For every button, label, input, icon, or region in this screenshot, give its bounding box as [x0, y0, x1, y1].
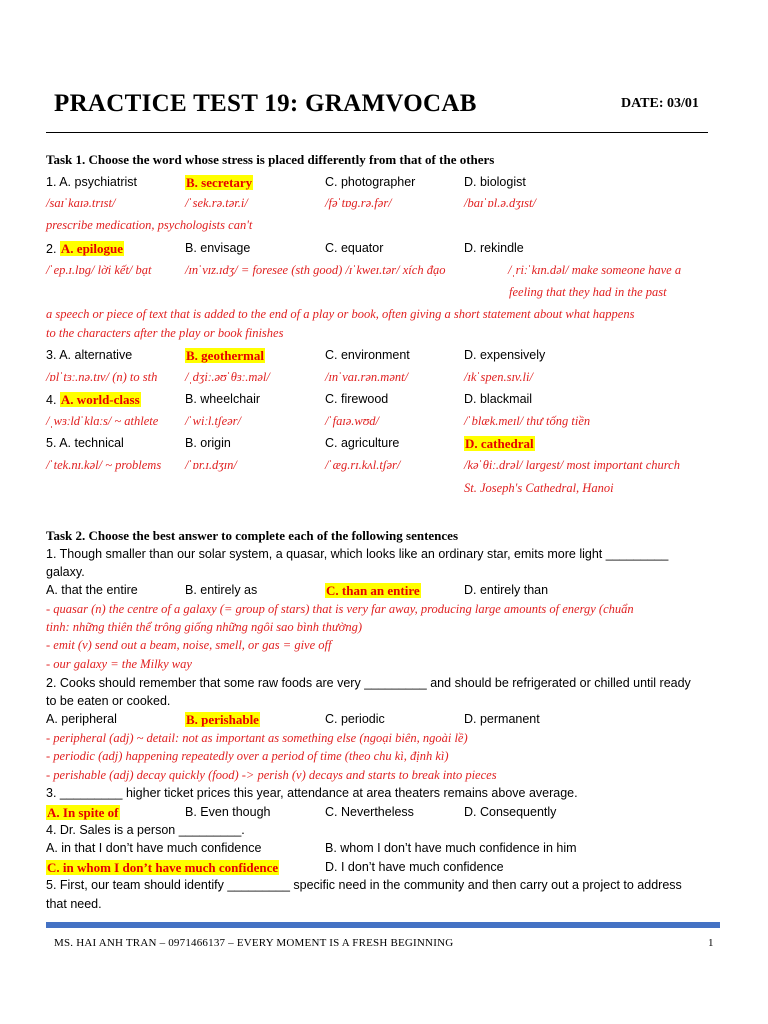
t1q5-option-a: 5. A. technical	[46, 436, 124, 450]
t2q2-note-1: - peripheral (adj) ~ detail: not as important as something else (ngoại biên, ngoài lề)	[46, 731, 468, 745]
t2q5-text: 5. First, our team should identify _________ specific need in the community and then carry out a project to address	[46, 878, 682, 892]
t2q1-option-b: B. entirely as	[185, 583, 258, 597]
t2q5-text2: that need.	[46, 897, 102, 911]
t1q5-note-a: /ˈtek.nɪ.kəl/ ~ problems	[46, 458, 162, 472]
t1q2-note-bc: /ɪnˈvɪz.ɪdʒ/ = foresee (sth good) /ɪˈkweɪ.tər/ xích đạo	[185, 263, 446, 277]
t1q1-option-c: C. photographer	[325, 175, 416, 189]
t1q5-option-c: C. agriculture	[325, 436, 400, 450]
footer-bar	[46, 922, 720, 928]
t1q1-note-extra: prescribe medication, psychologists can't	[46, 218, 253, 232]
t2q1-text2: galaxy.	[46, 565, 85, 579]
page-number: 1	[708, 937, 714, 949]
t1q1-note-b: /ˈsek.rə.tər.i/	[185, 196, 248, 210]
t1q1-note-a: /saɪˈkaɪə.trɪst/	[46, 196, 116, 210]
t1q2-note-d2: feeling that they had in the past	[509, 285, 667, 299]
t2q2-note-3: - perishable (adj) decay quickly (food) -> perish (v) decays and starts to break into pieces	[46, 768, 497, 782]
t1q1-option-a: 1. A. psychiatrist	[46, 175, 138, 189]
t1q2-option-b: B. envisage	[185, 241, 251, 255]
t2q4-option-b: B. whom I don’t have much confidence in him	[325, 841, 577, 855]
t1q5-note-d2: St. Joseph's Cathedral, Hanoi	[464, 481, 614, 495]
t2q2-text: 2. Cooks should remember that some raw foods are very _________ and should be refrigerated or chilled until ready	[46, 676, 691, 690]
footer-text: MS. HAI ANH TRAN – 0971466137 – EVERY MOMENT IS A FRESH BEGINNING	[54, 937, 454, 949]
page-title: PRACTICE TEST 19: GRAMVOCAB	[54, 90, 477, 117]
t2q2-option-c: C. periodic	[325, 712, 385, 726]
t1q2-option-d: D. rekindle	[464, 241, 524, 255]
t1q4-note-a: /ˌwɜːldˈklɑːs/ ~ athlete	[46, 414, 159, 428]
t2q4-option-c	[46, 860, 279, 876]
t1q1-option-b	[185, 175, 253, 191]
t2q3-text: 3. _________ higher ticket prices this year, attendance at area theaters remains above average.	[46, 786, 578, 800]
t2q3-option-b: B. Even though	[185, 805, 271, 819]
t2q2-text2: to be eaten or cooked.	[46, 694, 171, 708]
t1q4-option-a	[46, 392, 141, 408]
t2q2-option-b	[185, 712, 260, 728]
t1q2-note-a: /ˈep.ɪ.lɒg/ lời kết/ bạt	[46, 263, 152, 277]
t1q4-answer: A. world-class	[60, 392, 140, 407]
t2q3-answer: A. In spite of	[47, 805, 119, 820]
t2q2-answer: B. perishable	[186, 712, 259, 727]
t2q4-option-d: D. I don’t have much confidence	[325, 860, 504, 874]
t1q1-note-d: /baɪˈɒl.ə.dʒɪst/	[464, 196, 536, 210]
t1q2-option-c: C. equator	[325, 241, 384, 255]
t2q1-note-4: - our galaxy = the Milky way	[46, 657, 192, 671]
t1q2-number: 2.	[46, 242, 57, 256]
t1q2-note-def1: a speech or piece of text that is added to the end of a play or book, often giving a short statement about what happens	[46, 307, 635, 321]
t2q1-option-c	[325, 583, 421, 599]
t1q4-number: 4.	[46, 393, 57, 407]
t2q2-option-d: D. permanent	[464, 712, 540, 726]
t1q5-note-c: /ˈæg.rɪ.kʌl.tʃər/	[325, 458, 401, 472]
t1q3-option-d: D. expensively	[464, 348, 546, 362]
t1q5-option-d	[464, 436, 535, 452]
t2q4-option-a: A. in that I don’t have much confidence	[46, 841, 262, 855]
t2q1-note-1: - quasar (n) the centre of a galaxy (= group of stars) that is very far away, producing large amounts of energy (chuẩn	[46, 602, 634, 616]
t1q3-note-d: /ɪkˈspen.sɪv.li/	[464, 370, 533, 384]
t1q5-note-b: /ˈɒr.ɪ.dʒɪn/	[185, 458, 237, 472]
t2q1-note-2: tinh: những thiên thể trông giống những ngôi sao bình thường)	[46, 620, 363, 634]
t1q1-note-c: /fəˈtɒg.rə.fər/	[325, 196, 392, 210]
task1-heading: Task 1. Choose the word whose stress is placed differently from that of the others	[46, 152, 495, 167]
t1q1-option-d: D. biologist	[464, 175, 526, 189]
t1q1-answer: B. secretary	[186, 175, 253, 190]
t1q3-option-c: C. environment	[325, 348, 410, 362]
t1q3-note-c: /ɪnˈvaɪ.rən.mənt/	[325, 370, 409, 384]
t1q5-note-d: /kəˈθiː.drəl/ largest/ most important church	[464, 458, 680, 472]
t2q1-option-d: D. entirely than	[464, 583, 549, 597]
t1q4-option-c: C. firewood	[325, 392, 389, 406]
t2q1-answer: C. than an entire	[326, 583, 420, 598]
t2q4-answer: C. in whom I don’t have much confidence	[47, 860, 279, 875]
t1q2-option-a	[46, 241, 124, 257]
t1q2-answer: A. epilogue	[60, 241, 124, 256]
t1q4-option-d: D. blackmail	[464, 392, 533, 406]
t1q3-option-b	[185, 348, 265, 364]
t2q3-option-a	[46, 805, 120, 821]
t1q3-option-a: 3. A. alternative	[46, 348, 133, 362]
t2q3-option-c: C. Nevertheless	[325, 805, 414, 819]
t1q3-answer: B. geothermal	[186, 348, 264, 363]
date-label: DATE: 03/01	[621, 96, 699, 111]
task2-heading: Task 2. Choose the best answer to complete each of the following sentences	[46, 528, 459, 543]
t1q2-note-d: /ˌriːˈkɪn.dəl/ make someone have a	[508, 263, 682, 277]
t1q4-note-c: /ˈfaɪə.wʊd/	[325, 414, 379, 428]
t1q5-answer: D. cathedral	[465, 436, 534, 451]
t1q4-option-b: B. wheelchair	[185, 392, 261, 406]
header-divider	[46, 132, 708, 133]
t1q2-note-def2: to the characters after the play or book finishes	[46, 326, 284, 340]
t1q5-option-b: B. origin	[185, 436, 231, 450]
t1q3-note-a: /ɒlˈtɜː.nə.tɪv/ (n) to sth	[46, 370, 158, 384]
t2q2-note-2: - periodic (adj) happening repeatedly over a period of time (theo chu kì, định kì)	[46, 749, 449, 763]
t1q4-note-b: /ˈwiːl.tʃeər/	[185, 414, 242, 428]
t2q3-option-d: D. Consequently	[464, 805, 557, 819]
t1q3-note-b: /ˌdʒiː.əʊˈθɜː.məl/	[185, 370, 270, 384]
t2q1-note-3: - emit (v) send out a beam, noise, smell, or gas = give off	[46, 638, 332, 652]
t2q2-option-a: A. peripheral	[46, 712, 117, 726]
t1q4-note-d: /ˈblæk.meɪl/ thư tống tiền	[464, 414, 591, 428]
t2q4-text: 4. Dr. Sales is a person _________.	[46, 823, 245, 837]
t2q1-option-a: A. that the entire	[46, 583, 138, 597]
t2q1-text: 1. Though smaller than our solar system, a quasar, which looks like an ordinary star, emits more light _________	[46, 547, 669, 561]
